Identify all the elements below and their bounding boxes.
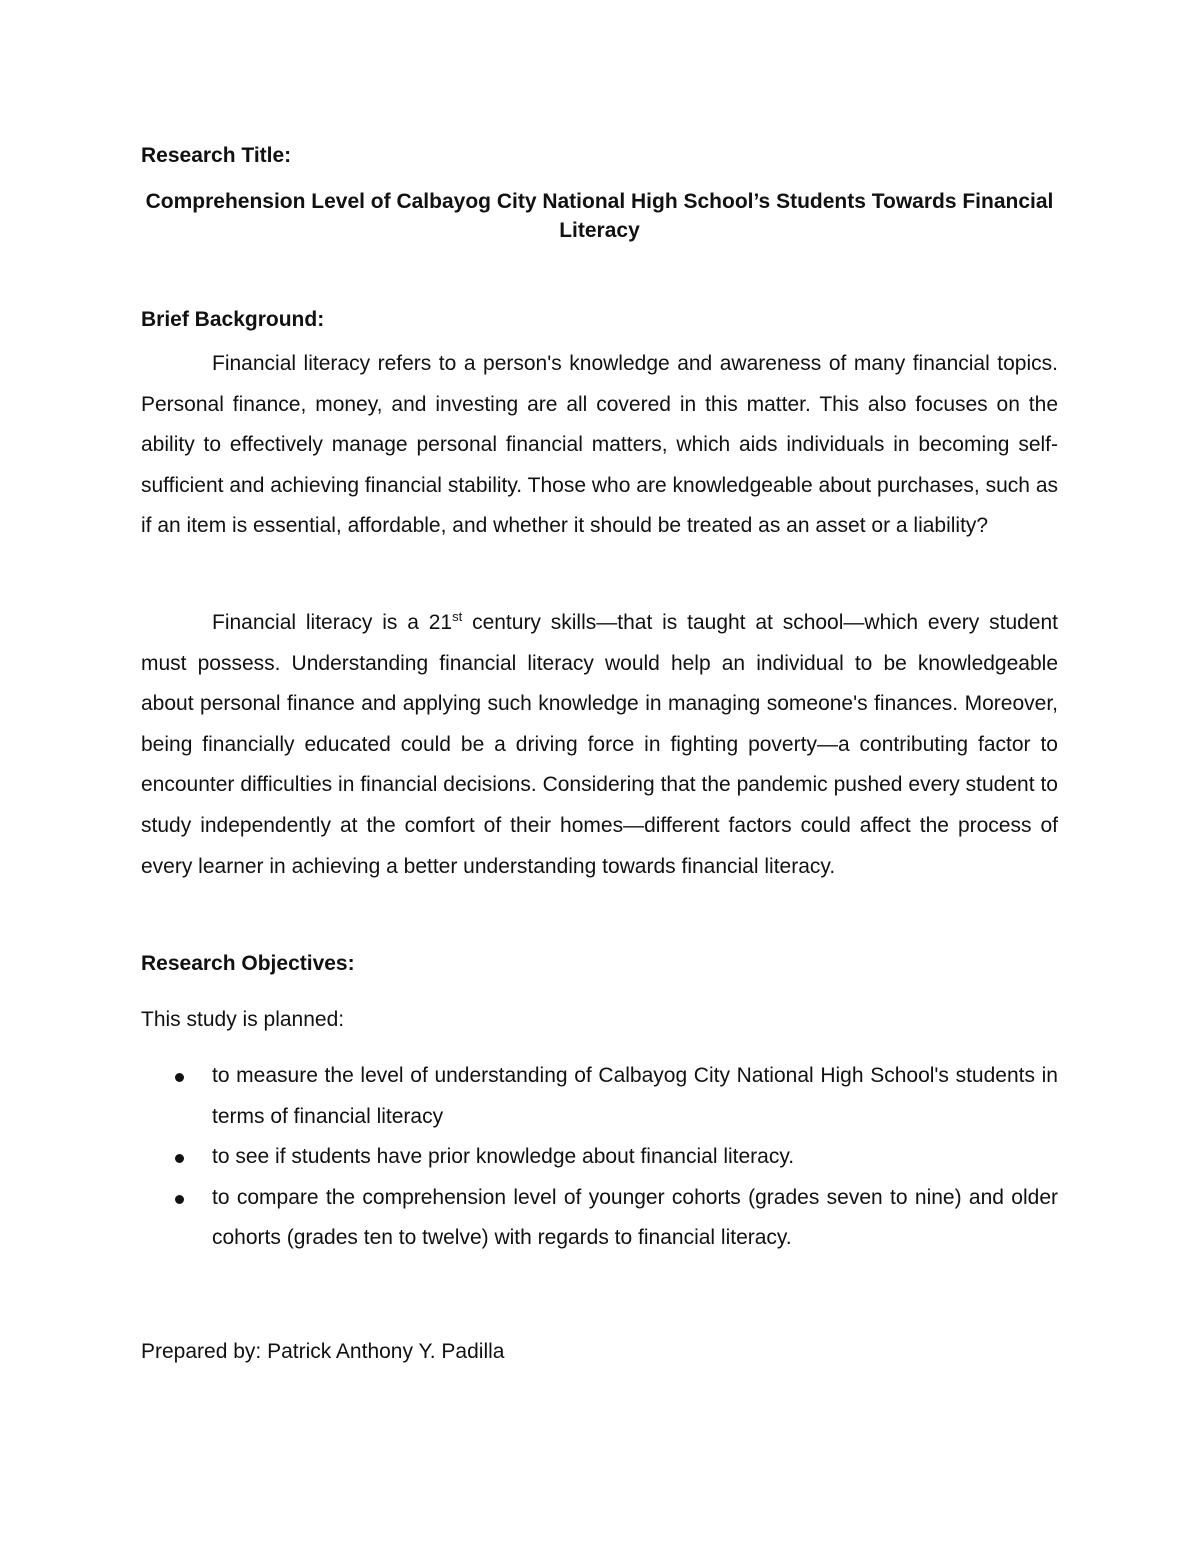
list-item [141, 1056, 1058, 1137]
background-paragraph-2 [141, 603, 1058, 887]
research-objectives-label: Research Objectives: [141, 952, 355, 975]
research-title: Comprehension Level of Calbayog City National High School’s Students Towards Financial Literacy [145, 190, 1054, 242]
brief-background-label: Brief Background: [141, 308, 325, 331]
objectives-list [141, 1056, 1058, 1259]
ordinal-superscript: st [452, 609, 463, 624]
research-title-label: Research Title: [141, 144, 292, 167]
paragraph-2-start: Financial literacy is a 21 [212, 611, 453, 634]
list-item [141, 1178, 1058, 1259]
bullet-icon [175, 1073, 184, 1082]
list-item [141, 1137, 1058, 1178]
paragraph-2-rest: century skills—that is taught at school—which every student must possess. Understanding financial literacy would help an individual to be knowledgeable about personal finance and applying such knowledge in managing someone's finances. Moreover, being financially educated could be a driving force in fighting poverty—a contributing factor to encounter difficulties in financial decisions. Considering that the pandemic pushed every student to study independently at the comfort of their homes—different factors could affect the process of every learner in achieving a better understanding towards financial literacy. [141, 611, 1058, 878]
objective-text: to see if students have prior knowledge about financial literacy. [212, 1145, 795, 1169]
prepared-by: Prepared by: Patrick Anthony Y. Padilla [141, 1340, 505, 1363]
objectives-intro: This study is planned: [141, 1008, 345, 1031]
background-paragraph-1: Financial literacy refers to a person's knowledge and awareness of many financial topics. Personal finance, money, and investing are all covered in this matter. This also focuses on the ability to effectively manage personal financial matters, which aids individuals in becoming self-sufficient and achieving financial stability. Those who are knowledgeable about purchases, such as if an item is essential, affordable, and whether it should be treated as an asset or a liability? [141, 352, 1058, 538]
objective-text: to measure the level of understanding of Calbayog City National High School's students in terms of financial literacy [212, 1064, 1058, 1128]
bullet-icon [175, 1195, 184, 1204]
bullet-icon [175, 1154, 184, 1163]
objective-text: to compare the comprehension level of younger cohorts (grades seven to nine) and older cohorts (grades ten to twelve) with regards to financial literacy. [212, 1185, 1058, 1250]
